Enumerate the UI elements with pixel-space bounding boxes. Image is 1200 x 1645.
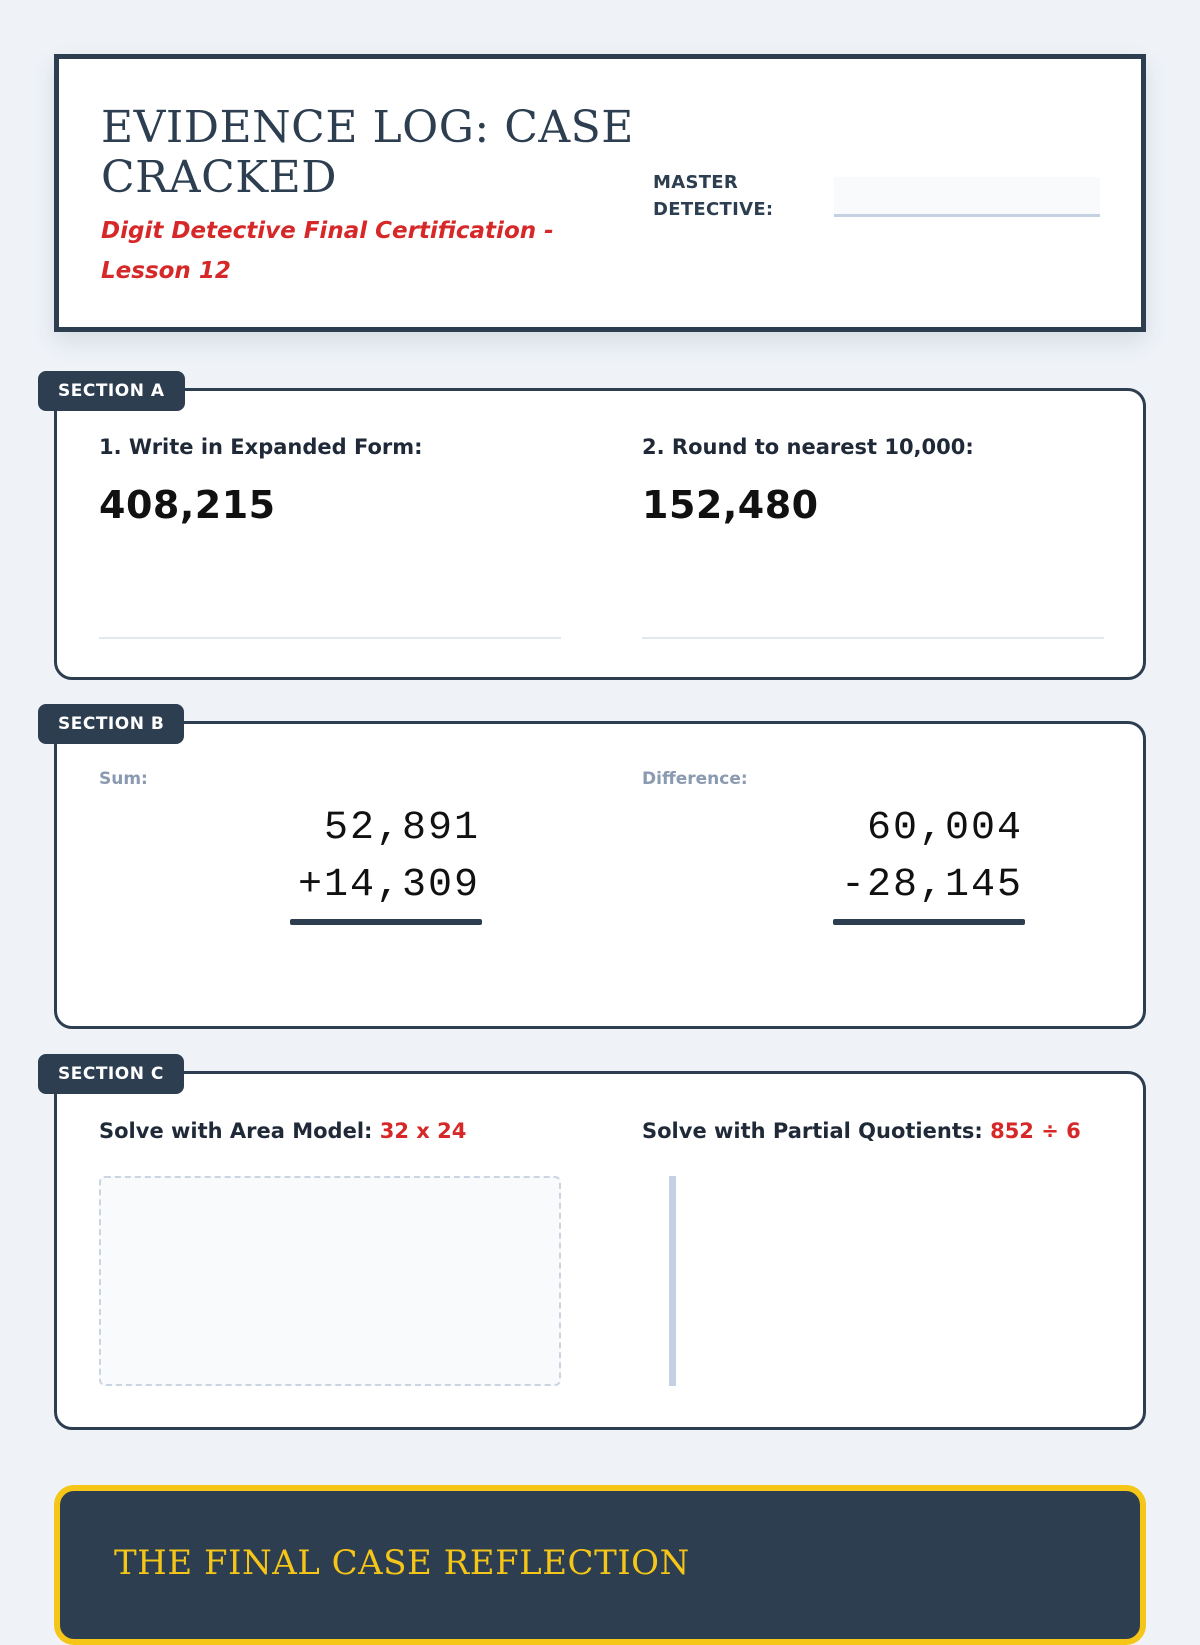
section-a [54,388,1146,680]
difference-label: Difference: [642,769,748,789]
partial-quotients-label-text: Solve with Partial Quotients: [642,1119,991,1143]
q2-label: 2. Round to nearest 10,000: [642,435,974,459]
q1-label: 1. Write in Expanded Form: [99,435,423,459]
master-detective-label: MASTER DETECTIVE: [653,172,774,220]
partial-quotients-problem: 852 ÷ 6 [990,1119,1081,1143]
q2-answer-line[interactable] [642,637,1104,639]
q1-number: 408,215 [99,483,276,527]
section-b [54,721,1146,1029]
header-card [54,54,1146,332]
sum-top-number: 52,891 [323,806,480,851]
master-detective-input[interactable] [834,177,1100,217]
partial-quotients-label [642,1119,1081,1143]
partial-quotients-divider [669,1176,676,1386]
q1-answer-line[interactable] [99,637,561,639]
difference-underline [833,919,1025,925]
section-c [54,1071,1146,1430]
final-case-reflection [54,1485,1146,1645]
sum-label: Sum: [99,769,148,789]
page-subtitle: Digit Detective Final Certification - Lesson 12 [101,218,554,284]
sum-bottom-number: +14,309 [297,863,480,908]
sum-underline [290,919,482,925]
reflection-title: THE FINAL CASE REFLECTION [114,1543,690,1583]
difference-top-number: 60,004 [866,806,1023,851]
area-model-workspace[interactable] [99,1176,561,1386]
section-c-tag: SECTION C [38,1054,184,1094]
area-model-label-text: Solve with Area Model: [99,1119,380,1143]
area-model-label [99,1119,466,1143]
area-model-problem: 32 x 24 [379,1119,467,1143]
section-b-tag: SECTION B [38,704,184,744]
q2-number: 152,480 [642,483,819,527]
difference-bottom-number: -28,145 [840,863,1023,908]
page-title: EVIDENCE LOG: CASE CRACKED [101,102,634,203]
section-a-tag: SECTION A [38,371,185,411]
